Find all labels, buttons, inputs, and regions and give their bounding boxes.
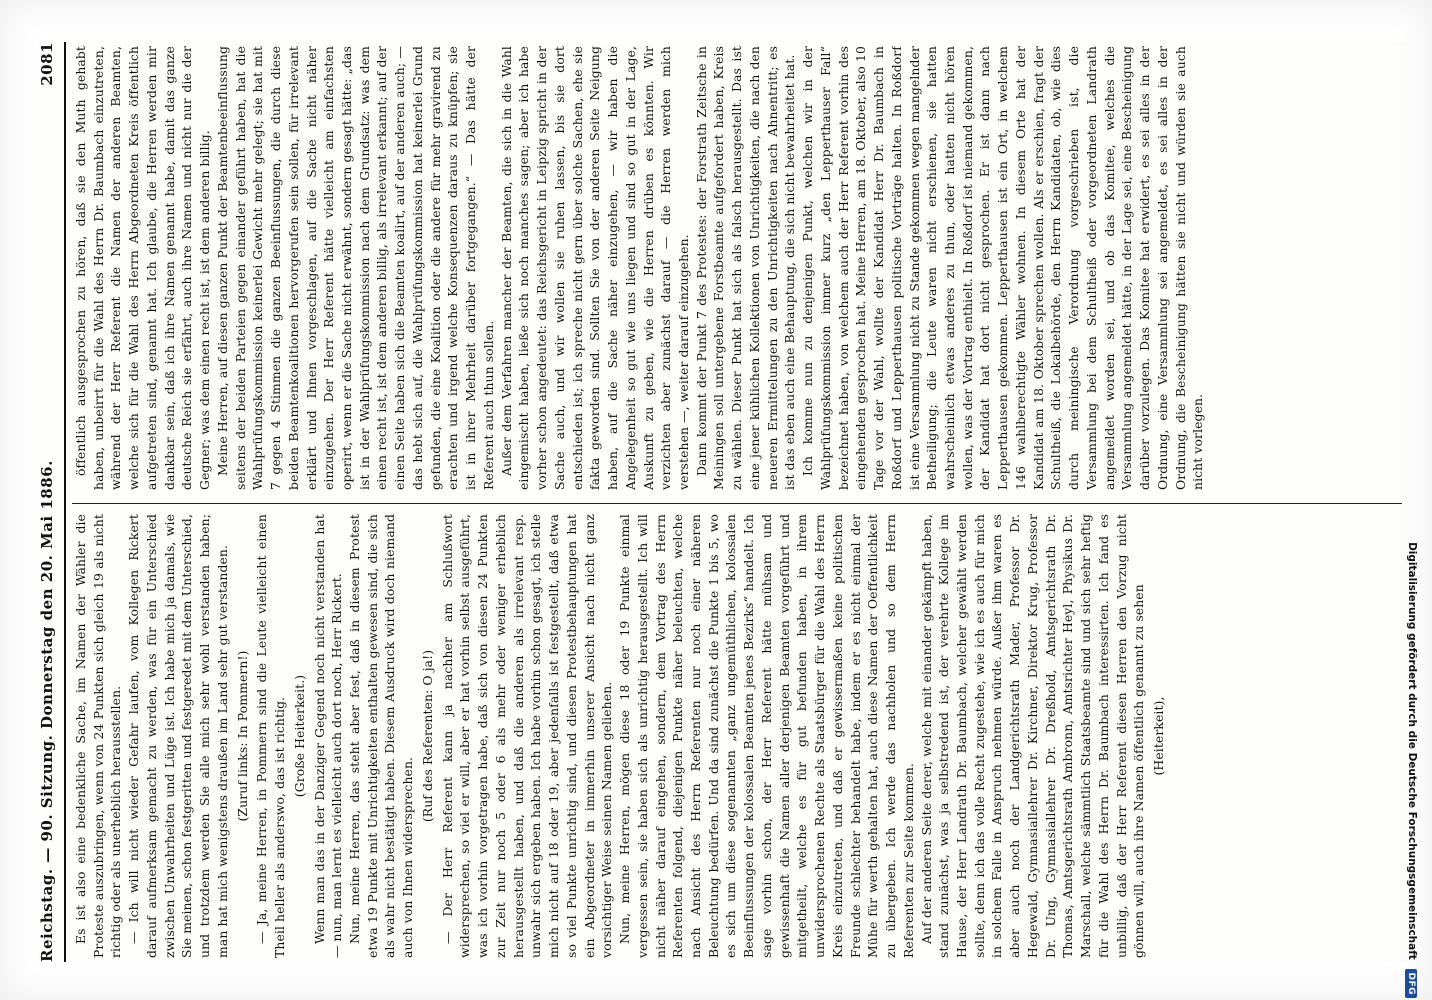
paragraph: Auf der anderen Seite derer, welche mit einander gekämpft haben, stand zunächst, was ja selbstredend ist, der verehrte Kollege im Hause, der Herr Landrath Dr. Baumbach, welcher gewählt werden sollte, denn ich das volle Recht zugestehe, wie ich es auch für mich in solchem Falle in Anspruch nehmen würde. Außer ihm waren es aber auch noch der Landgerichtsrath Mader, Professor Dr. Hegewald, Gymnasiallehrer Dr. Kirchner, Direktor Krug, Professor Dr. Ung, Gymnasiallehrer Dr. Dreßhold, Amtsgerichtsrath Dr. Thomas, Amtsgerichtsrath Ambronn, Amtsrichter Heyl, Physikus Dr. Marschall, welche sämmtlich Staatsbeamte sind und sich sehr heftig für die Wahl des Herrn Dr. Baumbach interessirten. Ich fand es unbillig, daß der Herr Referent diesen Herren den Vorzug nicht gönnen will, auch ihre Namen öffentlich genannt zu sehen (918, 514, 1147, 958)
paragraph: Wenn man das in der Danziger Gegend noch nicht verstanden hat — nun, man lernt es vielleicht auch dort noch, Herr Rickert. (311, 514, 345, 958)
paragraph: Es ist also eine bedenkliche Sache, im Namen der Wähler die Proteste auszubringen, wenn von 24 Punkten sich gleich 19 als nicht richtig oder als unerheblich herausstellen. (73, 514, 124, 958)
interjection: (Ruf des Referenten: O ja!) (419, 649, 435, 823)
left-column (72, 514, 1404, 958)
page-title: Reichstag. — 90. Sitzung. Donnerstag den 20. Mai 1886. (38, 460, 56, 962)
page-header (38, 42, 62, 962)
paragraph: — Der Herr Referent kann ja nachher am Schlußwort widersprechen, so viel er will, aber er hat vorhin selbst ausgeführt, was ich vorhin vorgetragen habe, daß sich von diesen 24 Punkten zur Zeit nur noch 5 oder 6 als mehr oder weniger erheblich herausgestellt haben, und daß die anderen als irrelevant resp. unwahr sich ergeben haben. Ich habe vorhin schon gesagt, ich stelle mich nicht auf 18 oder 19, aber jedenfalls ist festgestellt, daß etwa so viel Punkte unrichtig sind, und diesen Protestbehauptungen hat ein Abgeordneter in immerhin unserer Ansicht nach nicht ganz vorsichtiger Weise seinen Namen geliehen. (439, 514, 615, 958)
dfg-logo-badge: DFG (1405, 969, 1417, 998)
interjection: (Zuruf links: In Pommern!) (234, 650, 250, 822)
digitization-note-text: Digitalisierung gefördert durch die Deutsche Forschungsgemeinschaft (1406, 542, 1418, 960)
paragraph: Dann kommt der Punkt 7 des Protestes: der Forstrath Zeitsche in Meiningen soll untergebene Forstbeamte aufgefordert haben, Kreis zu wählen. Dieser Punkt hat sich als falsch herausgestellt. Das ist eine jener kühlichen Kollektionen von Unrichtigkeiten, die nach den neueren Ermittelungen zu den Unrichtigkeiten nach Ahnentritt; es ist das eben auch eine Behauptung, die sich nicht bewahrheitet hat. (693, 46, 798, 490)
interjection: (Heiterkeit), (1151, 696, 1167, 776)
page-number: 2081 (38, 42, 56, 86)
paragraph: Nun, meine Herren, mögen diese 18 oder 19 Punkte einmal vergessen sein, sie haben sich als unrichtig herausgestellt. Ich will nicht näher darauf eingehen, sondern, dem Vortrag des Herrn Referenten folgend, diejenigen Punkte näher beleuchten, welche nach Ansicht des Herrn Referenten nur noch einer näheren Beleuchtung bedürfen. Und da sind zunächst die Punkte 1 bis 5, wo es sich um diese sogenannten „ganz ungemüthlichen, kolossalen Beeinflussungen der kolossalen Beamten jenes Bezirks“ handelt. Ich sage vorhin schon, der Herr Referent hätte mühsam und gewissenhaft die Namen aller derjenigen Beamten vorgeführt und mitgetheilt, welche es für gut befunden haben, in ihrem unwidersprochenen Rechte als Staatsbürger für die Wahl des Herrn Kreis einzutreten, und daß er gewissermaßen keine politischen Freunde schlechter behandelt habe, indem er es nicht einmal der Mühe für werth gehalten hat, auch diese Namen der Oeffentlichkeit zu übergeben. Ich werde das nachholen und so dem Herrn Referenten zur Seite kommen. (617, 514, 916, 958)
paragraph: öffentlich ausgesprochen zu hören, daß sie den Muth gehabt haben, unbeirrt für die Wahl des Herrn Dr. Baumbach einzutreten, während der Herr Referent die Namen der anderen Beamten, welche sich für die Wahl des Herrn Abgeordneten Kreis öffentlich aufgetreten sind, genannt hat. Ich glaube, die Herren werden mir dankbar sein, daß ich ihre Namen genannt habe, damit das ganze deutsche Reich sie erfährt, auch ihre Namen und nicht nur die der Gegner; was dem einen recht ist, ist dem anderen billig. (73, 46, 213, 490)
paragraph: — Ich will nicht wieder Gefahr laufen, vom Kollegen Rickert darauf aufmerksam gemacht zu werden, was für ein Unterschied zwischen Unwahrheiten und Lüge ist. Ich habe mich ja damals, wie Sie meinen, schon festgeritten und festgeredet mit dem Unterschied, und trotzdem werden Sie alle mich sehr wohl verstanden haben; man hat mich wenigstens draußen im Land sehr gut verstanden. (126, 514, 230, 958)
paragraph: Außer dem Verfahren mancher der Beamten, die sich in die Wahl eingemischt haben, ließe sich noch manches sagen; aber ich habe vorher schon angedeutet: das Reichsgericht in Leipzig spricht in der Sache auch, und wir wollen sie ruhen lassen, bis sie dort entschieden ist; ich spreche nicht gern über solche Sachen, ehe sie fakta geworden sind. Sollten Sie von der anderen Seite Neigung haben, auf die Sache näher einzugehen, — wir haben die Angelegenheit so gut wie uns liegen und sind so gut in der Lage, Auskunft zu geben, wie die Herren drüben es könnten. Wir verzichten aber zunächst darauf — die Herren werden mich verstehen —, weiter darauf einzugehen. (498, 46, 691, 490)
paragraph: Ich komme nun zu denjenigen Punkt, welchen wir in der Wahlprüfungskommission immer kurz „den Lepperthauser Fall“ bezeichnet haben, von welchem auch der Herr Referent vorhin des eingehenden gesprochen hat. Meine Herren, am 18. Oktober, also 10 Tage vor der Wahl, wollte der Kandidat Herr Dr. Baumbach in Roßdorf und Lepperthausen politische Vorträge halten. In Roßdorf ist eine Versammlung nicht zu Stande gekommen wegen mangelnder Betheiligung; die Leute waren nicht erschienen, sie hatten wahrscheinlich etwas anderes zu thun, oder hatten nicht hören wollen, was der Vortrag enthielt. In Roßdorf ist niemand gekommen, der Kandidat hat dort nicht gesprochen. Er ist dann nach Lepperthausen gekommen. Lepperthausen ist ein Ort, in welchem 146 wahlberechtigte Wähler wohnen. In diesem Orte hat der Kandidat am 18. Oktober sprechen wollen. Als er erschien, fragt der Schultheiß, die Lokalbehörde, den Herrn Kandidaten, ob, wie dies durch meiningische Verordnung vorgeschrieben ist, die Versammlung bei dem Schultheiß oder vorgeordneten Landrath angemeldet worden sei, und ob das Komitee, welches die Versammlung angemeldet hätte, in der Lage sei, eine Bescheinigung darüber vorzulegen. Das Komitee hat erwidert, es sei alles in der Ordnung, eine Versammlung sei angemeldet, es sei alles in der Ordnung, die Bescheinigung hätten sie nicht und würden sie auch nicht vorlegen. (800, 46, 1206, 490)
paragraph: Meine Herren, auf diesen ganzen Punkt der Beamtenbeeinflussung seitens der beiden Parteien gegen einander geführt haben, hat die Wahlprüfungskommission keinerlei Gewicht mehr gelegt; sie hat mit 7 gegen 4 Stimmen die ganzen Beeinflussungen, die durch diese beiden Beamtenkoalitionen hervorgerufen sein sollen, für irrelevant erklärt und Ihnen vorgeschlagen, auf die Sache nicht näher einzugehen. Der Herr Referent hätte vielleicht am einfachsten operirt, wenn er die Sache nicht erwähnt, sondern gesagt hätte: „das ist in der Wahlprüfungskommission nach dem Grundsatz: was dem einen recht ist, ist dem anderen billig, als irrelevant erkannt; auf der einen Seite haben sich die Beamten koalirt, auf der anderen auch; — das hebt sich auf, die Wahlprüfungskommission hat keinerlei Grund gefunden, die eine Koalition oder die andere für mehr gravirend zu erachten und irgend welche Konsequenzen daraus zu knüpfen; sie ist in ihrer Mehrheit darüber fortgegangen.“ — Das hätte der Referent auch thun sollen. (214, 46, 496, 490)
header-rule (64, 42, 66, 962)
paragraph: — Ja, meine Herren, in Pommern sind die Leute vielleicht einen Theil heller als anderswo, das ist richtig. (254, 514, 288, 958)
paragraph: Nun, meine Herren, das steht aber fest, daß in diesem Protest etwa 19 Punkte mit Unrichtigkeiten enthalten gewesen sind, die sich als wahr nicht bestätigt haben. Diesem Ausdruck wird doch niemand auch von Ihnen widersprechen. (347, 514, 416, 958)
scanned-page (38, 42, 1414, 962)
digitization-note-text-wrap (1398, 8, 1418, 998)
right-column (72, 46, 1404, 490)
interjection: (Große Heiterkeit.) (291, 674, 307, 798)
digitization-note (1392, 8, 1424, 998)
column-divider (72, 503, 1402, 504)
